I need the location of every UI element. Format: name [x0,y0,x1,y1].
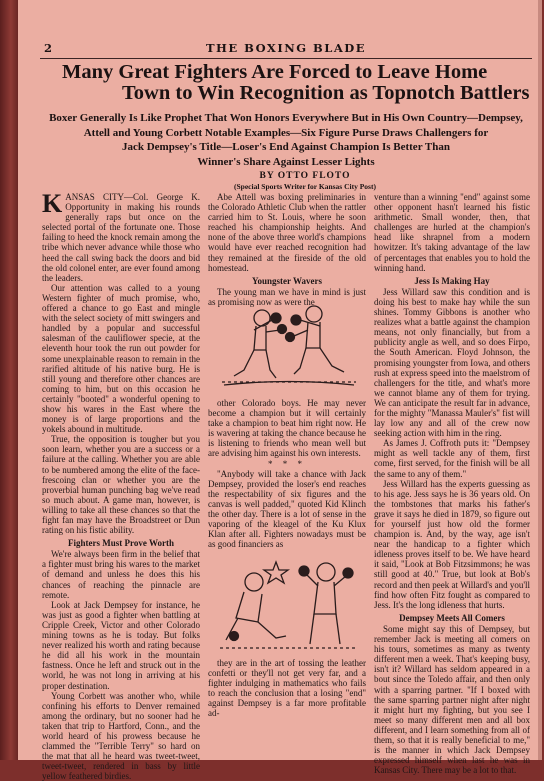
magazine-title: THE BOXING BLADE [205,41,367,55]
knockout-illustration [214,552,364,652]
subheading: Youngster Wavers [252,275,322,286]
drop-cap: K [42,189,63,218]
deck-subheadline [40,111,532,169]
header-rule [40,58,532,59]
paragraph: As James J. Coffroth puts it: "Dempsey might as well tackle any of them, first come, first served, for the finish will be all the same to any of them." [374,438,530,479]
deck-line-2: Attell and Young Corbett Notable Examples—Six Figure Purse Draws Challengers for [83,126,489,139]
byline [226,171,384,191]
deck-line-1: Boxer Generally Is Like Prophet That Won Honors Everywhere But in His Own Country—Dempsey, [49,112,523,124]
article-column-2-continued [208,398,366,549]
page-number: 2 [44,41,54,55]
subheading: Fighters Must Prove Worth [68,538,174,549]
page-edge [538,0,542,760]
running-header [44,41,528,57]
paragraph: other Colorado boys. He may never become a champion but it will certainly take a champion to beat him right now. He is wavering at taking the chance because he is listening to friends who mean well but are advising him against his own interests. [208,398,366,459]
paragraph: Young Corbett was another who, while confining his efforts to Denver remained among the ordinary, but no sooner had he taken that trip to Hartford, Conn., and the world heard of his prowess because he clammed the "Terrible Terry" so hard on the mat that all he heard was tweet-tweet, tweet-tweet, rendered in bass by little yellow feathered birdies. [42,690,200,781]
paragraph-text: ANSAS CITY—Col. George K. Opportunity in making his rounds generally raps but once on the selected portal of the fortunate one. Those failing to heed the knock remain among the tribe which never advance while those who heed the call swing back the doors and bid the old colonel enter, are ever found among the leaders. [42,192,200,283]
paragraph: Jess Willard saw this condition and is doing his best to make hay while the sun shines. Tommy Gibbons is another who realizes what a battle against the champion means, not only financially, but from a publicity angle as well, and so does Firpo, the South American. Floyd Johnson, the promising youngster from Iowa, and others rush at express speed into the maelstrom of challengers for the title, and what's more we cannot blame any of them for trying. We can anticipate the result far in advance, for the mighty "Manassa Mauler's" fist will lay low any and all of the crew now seeking action with him in the ring. [374,286,530,439]
subheading: Jess Is Making Hay [414,275,490,286]
book-spine [0,0,18,760]
byline-author: BY OTTO FLOTO [259,171,351,181]
paragraph: Jess Willard has the experts guessing as to his age. Jess says he is 36 years old. On the tombstones that marks his father's grave it says he died in 1879, so figure out for yourself just how old the former champion is. And, by the way, age isn't near the handicap to a fighter which idleness proves itself to be. We have heard it said, "Look at Bob Fitzsimmons; he was still good at 40." True, but look at Bob's record and then peek at Willard's and you'll find how often Fitz fought as compared to Jess. It's the long idleness that hurts. [374,478,530,610]
paragraph: Some might say this of Dempsey, but remember Jack is meeting all comers on his tours, sometimes as many as twenty different men a week. That's keeping busy, isn't it? Willard has seldom appeared in a bout since the Toledo affair, and then only with a sparring partner. "If I boxed with the same sparring partner night after night it might hurt my fighting, but you see I meet so many different men and all box different, and I learn something from all of them, so that it is really beneficial to me," is the manner in which Jack Dempsey expressed himself when last he was in Kansas City. There may be a lot to that. [374,623,530,776]
paragraph: The young man we have in mind is just as promising now as were the [208,286,366,307]
paragraph: Look at Jack Dempsey for instance, he was just as good a fighter when battling at Cripple Creek, Victor and other Colorado mining towns as he is today. But folks never realized his worth and rating because he did all his work in the mountain fastness. Once he left and struck out in the world, he was not long in arriving at his proper destination. [42,599,200,691]
paragraph: Our attention was called to a young Western fighter of much promise, who, offered a chance to go East and mingle with the select society of mitt swingers and handled by a popular and successful salesman of the cauliflower specie, at the eleventh hour took the run out powder for some unexplainable reason to remain in the rarified altitude of his native burg. He is still young and therefore other chances are coming to him, but on this occasion he certainly "booted" a wonderful opening to show his wares in the East where the money is of large proportions and the yokels abound in multitude. [42,282,200,435]
subheading: Dempsey Meets All Comers [399,612,505,623]
paragraph: We're always been firm in the belief that a fighter must bring his wares to the market of demand and unless he does this his chances of reaching the pinnacle are remote. [42,549,200,600]
byline-title: (Special Sports Writer for Kansas City Post) [234,182,376,191]
deck-line-3: Jack Dempsey's Title—Loser's End Against Champion Is Better Than [121,141,450,154]
paragraph: venture than a winning "end" against some other opponent hasn't learned his fistic arithmetic. Small wonder, then, that challenges are hurled at the champion's head like shrapnel from a modern howitzer. It's taking advantage of the law of percentages that enables you to hold the winning hand. [374,192,530,273]
paragraph: "Anybody will take a chance with Jack Dempsey, provided the loser's end reaches the respectability of six figures and the canvas is well padded," quoted Kid Klinch the other day. There is a lot of sense in the vaporing of the kleagel of the Ku Klux Klan after all. Fighters nowadays must be as good financiers as [208,468,366,550]
article-column-1 [42,189,200,781]
boxers-illustration [214,290,364,390]
magazine-page [18,0,542,781]
paragraph: True, the opposition is tougher but you soon learn, whether you are a success or a failure at the calling. Whether you are able to be numbered among the elite of the face-frescoing clan or whether you are the proverbial human punching bag we've read so much about. A game man, however, is willing to take all these chances so that the fight fan may have the Broadstreet or Dun rating on his fistic ability. [42,434,200,536]
paragraph: they are in the art of tossing the leather confetti or they'll not get very far, and a fighter indulging in mathematics who fails to reach the conclusion that a losing "end" against Dempsey is a far more profitable ad- [208,658,366,719]
deck-line-4: Winner's Share Against Lesser Lights [197,155,375,168]
headline [42,62,532,104]
headline-line-1: Many Great Fighters Are Forced to Leave Home [62,61,488,83]
section-break: * * * [268,458,306,469]
article-column-2-bottom [208,658,366,719]
paragraph [42,189,200,283]
article-column-3 [374,192,530,775]
paragraph: Abe Attell was boxing preliminaries in the Colorado Athletic Club when the rattler carried him to St. Louis, where he soon reached his championship heights. And none of the above three world's champions would have ever reached recognition had they remained at the fireside of the old homestead. [208,192,366,273]
headline-line-2: Town to Win Recognition as Topnotch Battlers [122,82,530,104]
